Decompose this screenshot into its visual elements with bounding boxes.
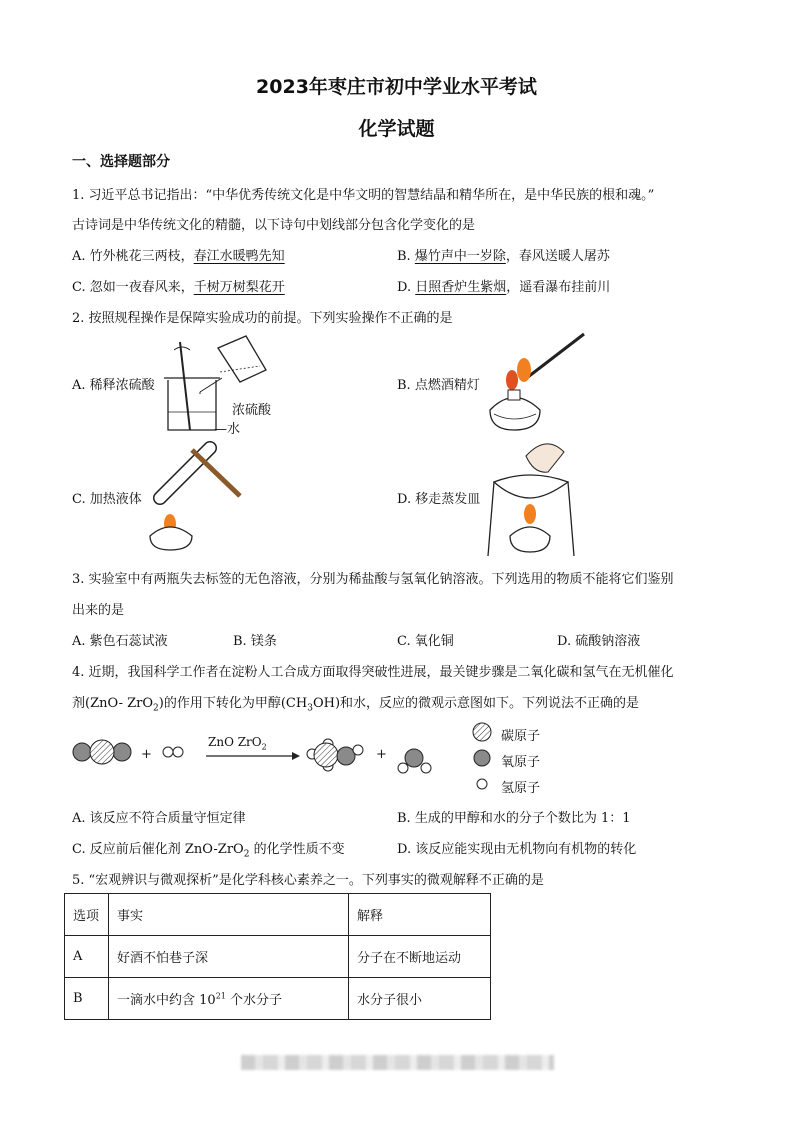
atom-legend-icons bbox=[470, 722, 494, 794]
q1-option-c: C. 忽如一夜春风来，千树万树梨花开 bbox=[72, 280, 285, 295]
table-row bbox=[65, 936, 491, 978]
q1-stem-line1: 1. 习近平总书记指出：“中华优秀传统文化是中华文明的智慧结晶和精华所在，是中华民族的根和魂。” bbox=[72, 188, 655, 203]
legend-carbon: 碳原子 bbox=[501, 729, 541, 744]
alcohol-lamp-lighting-illustration bbox=[484, 330, 594, 435]
q5-stem: 5. “宏观辨识与微观探析”是化学科核心素养之一。下列事实的微观解释不正确的是 bbox=[72, 873, 544, 888]
blurred-watermark bbox=[241, 1055, 554, 1070]
heating-liquid-illustration bbox=[148, 440, 248, 552]
q4-stem-line1: 4. 近期，我国科学工作者在淀粉人工合成方面取得突破性进展，最关键步骤是二氧化碳和氢气在无机催化 bbox=[72, 665, 674, 680]
q4-option-d: D. 该反应能实现由无机物向有机物的转化 bbox=[397, 842, 637, 857]
q1-option-b: B. 爆竹声中一岁除，春风送暖人屠苏 bbox=[397, 249, 610, 264]
cell-fact: 好酒不怕巷子深 bbox=[109, 936, 349, 978]
q4-option-c: C. 反应前后催化剂 ZnO-ZrO$_2$ 的化学性质不变 bbox=[72, 842, 345, 860]
q4-option-a: A. 该反应不符合质量守恒定律 bbox=[72, 811, 246, 826]
legend-oxygen: 氧原子 bbox=[501, 755, 541, 770]
table-row bbox=[65, 978, 491, 1020]
co2-molecule bbox=[73, 740, 131, 764]
q2-option-d: D. 移走蒸发皿 bbox=[397, 492, 481, 507]
header-fact: 事实 bbox=[109, 894, 349, 936]
header-explain: 解释 bbox=[349, 894, 491, 936]
header-option: 选项 bbox=[65, 894, 109, 936]
cell-explain: 水分子很小 bbox=[349, 978, 491, 1020]
plus-sign-1: + bbox=[141, 747, 152, 762]
label-conc-acid: 浓硫酸 bbox=[232, 403, 272, 418]
q3-stem-line1: 3. 实验室中有两瓶失去标签的无色溶液，分别为稀盐酸与氢氧化钠溶液。下列选用的物质不能将它们鉴别 bbox=[72, 572, 674, 587]
legend-hydrogen: 氢原子 bbox=[501, 781, 541, 796]
q4-stem-line2: 剂(ZnO- ZrO$_2$)的作用下转化为甲醇$(CH_3OH)$和水，反应的微观示意图如下。下列说法不正确的是 bbox=[72, 696, 640, 714]
cell-option: B bbox=[65, 978, 109, 1020]
reaction-arrow bbox=[206, 752, 300, 760]
q1-option-a: A. 竹外桃花三两枝，春江水暖鸭先知 bbox=[72, 249, 285, 264]
reaction-diagram bbox=[70, 722, 490, 792]
q2-option-a: A. 稀释浓硫酸 bbox=[72, 378, 155, 393]
q3-option-d: D. 硫酸钠溶液 bbox=[557, 634, 641, 649]
catalyst-label: ZnO ZrO$_2$ bbox=[208, 735, 267, 752]
q1-option-d: D. 日照香炉生紫烟，遥看瀑布挂前川 bbox=[397, 280, 611, 295]
page-title: 2023年枣庄市初中学业水平考试 bbox=[256, 76, 537, 98]
evaporating-dish-illustration bbox=[486, 432, 578, 560]
section-heading: 一、选择题部分 bbox=[72, 154, 170, 170]
q3-stem-line2: 出来的是 bbox=[72, 603, 125, 618]
q2-option-c: C. 加热液体 bbox=[72, 492, 142, 507]
q2-stem: 2. 按照规程操作是保障实验成功的前提。下列实验操作不正确的是 bbox=[72, 311, 453, 326]
q1-stem-line2: 古诗词是中华传统文化的精髓，以下诗句中划线部分包含化学变化的是 bbox=[72, 218, 476, 233]
q3-option-b: B. 镁条 bbox=[233, 634, 277, 649]
q3-option-a: A. 紫色石蕊试液 bbox=[72, 634, 168, 649]
page-subtitle: 化学试题 bbox=[358, 118, 435, 140]
methanol-molecule bbox=[307, 739, 363, 771]
q5-table bbox=[64, 893, 491, 1020]
q2-option-b: B. 点燃酒精灯 bbox=[397, 378, 480, 393]
label-water: —水 bbox=[214, 422, 241, 437]
water-molecule bbox=[398, 749, 431, 773]
table-header-row bbox=[65, 894, 491, 936]
q4-option-b: B. 生成的甲醇和水的分子个数比为 1：1 bbox=[397, 811, 631, 826]
q3-option-c: C. 氧化铜 bbox=[397, 634, 454, 649]
h2-molecule bbox=[163, 747, 183, 757]
cell-explain: 分子在不断地运动 bbox=[349, 936, 491, 978]
plus-sign-2: + bbox=[376, 747, 387, 762]
cell-option: A bbox=[65, 936, 109, 978]
cell-fact: 一滴水中约含 $10^{21}$ 个水分子 bbox=[109, 978, 349, 1020]
